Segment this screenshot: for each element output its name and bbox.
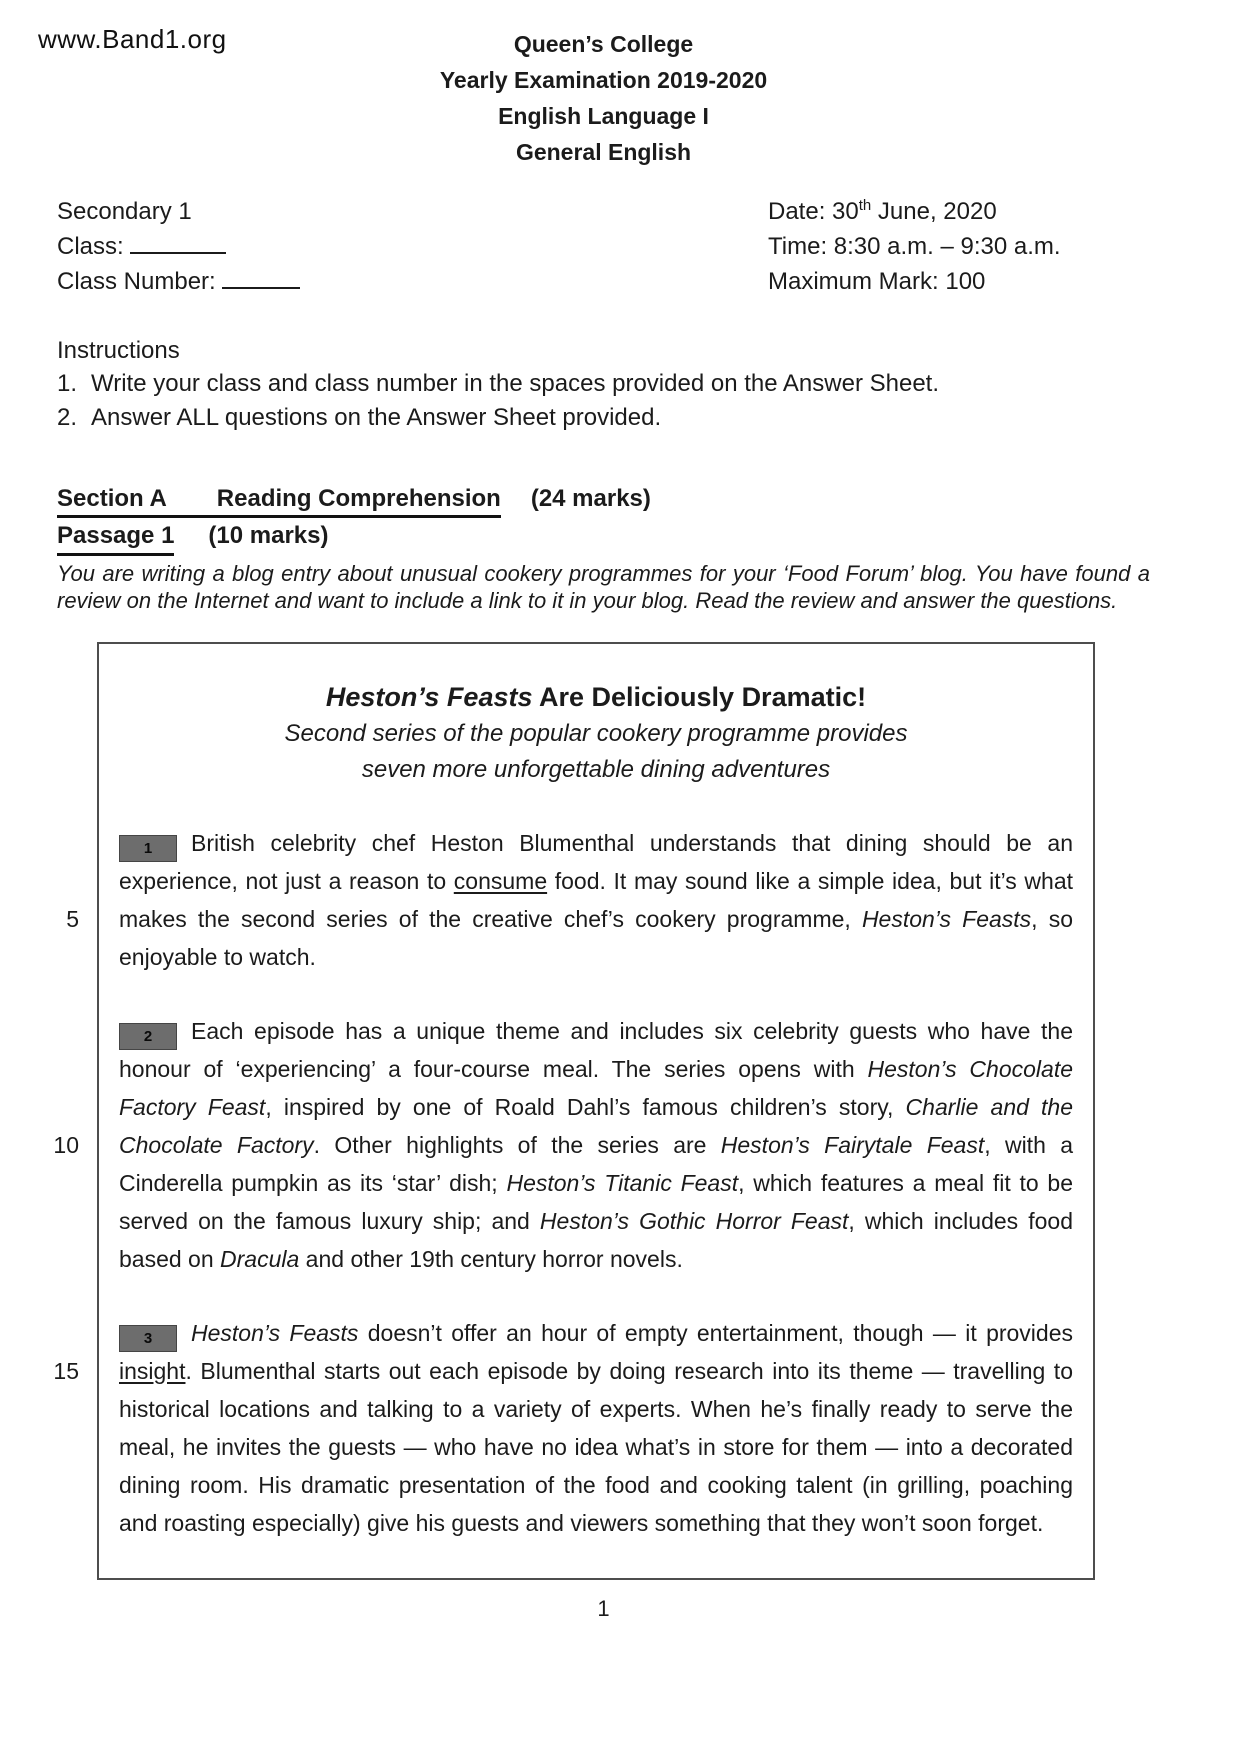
line-number-10: 10 bbox=[53, 1132, 79, 1158]
class-number-blank-field bbox=[222, 265, 300, 289]
exam-info-right bbox=[768, 194, 1150, 299]
passage-subtitle bbox=[119, 716, 1073, 788]
instruction-item bbox=[57, 401, 1150, 435]
class-number-label: Class Number: bbox=[57, 268, 216, 295]
paragraph-2-text: Each episode has a unique theme and includes six celebrity guests who have the honour of ‘experiencing’ a four-course meal. The series opens with Heston’s Chocolate Factory Feast, inspired by one of Roald Dahl’s famous children’s story, Charlie and the Chocolate Factory. Other highlights of the series are Heston’s Fairytale Feast, with a Cinderella pumpkin as its ‘star’ dish; Heston’s Titanic Feast, which features a meal fit to be served on the famous luxury ship; and Heston’s Gothic Horror Feast, which includes food based on Dracula and other 19th century horror novels. bbox=[119, 1018, 1074, 1272]
level-label: Secondary 1 bbox=[57, 198, 192, 225]
paragraph-3-marker: 3 bbox=[119, 1325, 177, 1352]
instruction-number: 2. bbox=[57, 404, 78, 431]
class-label: Class: bbox=[57, 233, 124, 260]
exam-info-left bbox=[57, 194, 300, 299]
line-number-15: 15 bbox=[53, 1358, 79, 1384]
class-number-row bbox=[57, 264, 300, 299]
passage-paragraph-3 bbox=[53, 1314, 1073, 1542]
exam-title: Yearly Examination 2019-2020 bbox=[439, 67, 768, 93]
page-content bbox=[53, 26, 1150, 1622]
section-label: Section A bbox=[57, 485, 167, 512]
passage-marks: (10 marks) bbox=[208, 522, 329, 549]
line-number-5: 5 bbox=[66, 906, 79, 932]
paragraph-3-text: Heston’s Feasts doesn’t offer an hour of empty entertainment, though — it provides insight. Blumenthal starts out each episode by doing research into its theme — travelling to historical locations and talking to a variety of experts. When he’s finally ready to serve the meal, he invites the guests — who have no idea what’s in store for them — into a decorated dining room. His dramatic presentation of the food and cooking talent (in grilling, poaching and roasting especially) give his guests and viewers something that they won’t soon forget. bbox=[119, 1320, 1073, 1536]
paper-title: General English bbox=[515, 139, 692, 165]
exam-header bbox=[57, 26, 1150, 170]
reading-passage-box bbox=[53, 642, 1095, 1580]
exam-info-row bbox=[57, 194, 1150, 299]
section-title: Reading Comprehension bbox=[216, 485, 501, 512]
date-label: Date: 30th June, 2020 bbox=[768, 197, 997, 225]
class-blank-field bbox=[130, 230, 226, 254]
instructions-block bbox=[57, 335, 1150, 435]
passage-label: Passage 1 bbox=[57, 520, 174, 556]
section-marks: (24 marks) bbox=[530, 485, 651, 512]
paragraph-1-text: British celebrity chef Heston Blumenthal understands that dining should be an experience, not just a reason to consume food. It may sound like a simple idea, but it’s what makes the second series of the creative chef’s cookery programme, Heston’s Feasts, so enjoyable to watch. bbox=[119, 830, 1074, 970]
instruction-number: 1. bbox=[57, 370, 78, 397]
paragraph-2-marker: 2 bbox=[119, 1023, 177, 1050]
instruction-text: Write your class and class number in the spaces provided on the Answer Sheet. bbox=[91, 370, 940, 397]
instructions-title: Instructions bbox=[57, 337, 180, 364]
max-mark-label: Maximum Mark: 100 bbox=[768, 268, 986, 295]
instruction-item bbox=[57, 367, 1150, 401]
passage-subtitle-line2: seven more unforgettable dining adventures bbox=[361, 756, 831, 783]
instruction-text: Answer ALL questions on the Answer Sheet provided. bbox=[91, 404, 662, 431]
section-a-heading bbox=[57, 483, 1150, 518]
passage-title: Heston’s Feasts Are Deliciously Dramatic! bbox=[325, 682, 867, 712]
passage-brief: You are writing a blog entry about unusual cookery programmes for your ‘Food Forum’ blog. You have found a review on the Internet and want to include a link to it in your blog. Read the review and answer the questions. bbox=[57, 561, 1150, 613]
subject-title: English Language I bbox=[498, 103, 709, 129]
watermark-link[interactable]: www.Band1.org bbox=[38, 24, 227, 54]
passage-paragraph-1 bbox=[66, 824, 1074, 976]
paragraph-1-marker: 1 bbox=[119, 835, 177, 862]
passage-paragraph-2 bbox=[53, 1012, 1074, 1278]
passage-subtitle-line1: Second series of the popular cookery programme provides bbox=[284, 720, 908, 747]
page-number: 1 bbox=[597, 1596, 610, 1621]
school-name: Queen’s College bbox=[513, 31, 694, 57]
section-a-underlined bbox=[57, 483, 501, 518]
class-row bbox=[57, 229, 300, 264]
passage-heading bbox=[57, 520, 1150, 556]
time-label: Time: 8:30 a.m. – 9:30 a.m. bbox=[768, 233, 1061, 260]
